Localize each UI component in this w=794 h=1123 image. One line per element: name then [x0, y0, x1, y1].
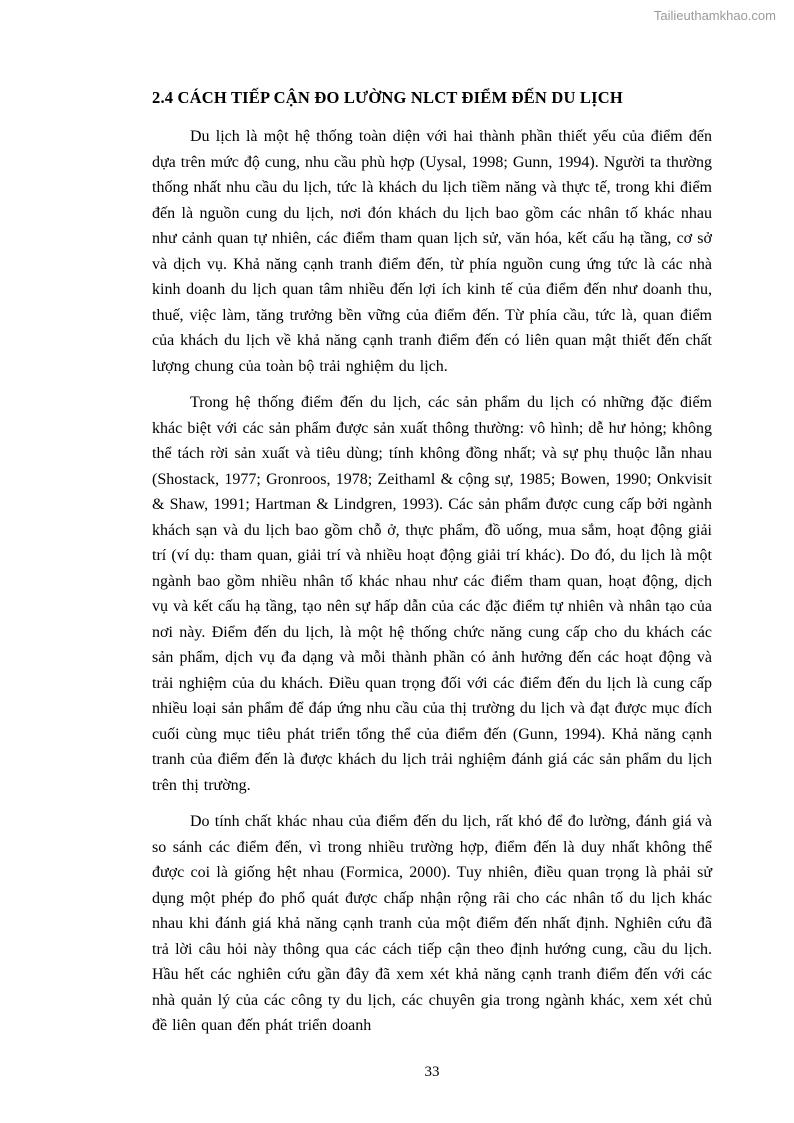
section-heading: 2.4 CÁCH TIẾP CẬN ĐO LƯỜNG NLCT ĐIỂM ĐẾN DU LỊCH [152, 88, 623, 107]
paragraph-1: Du lịch là một hệ thống toàn diện với hai thành phần thiết yếu của điểm đến dựa trên mức độ cung, nhu cầu phù hợp (Uysal, 1998; Gunn, 1994). Người ta thường thống nhất nhu cầu du lịch, tức là khách du lịch tiềm năng và thực tế, trong khi điểm đến là nguồn cung du lịch, nơi đón khách du lịch bao gồm các nhân tố khác nhau như cảnh quan tự nhiên, các điểm tham quan lịch sử, văn hóa, kết cấu hạ tầng, cơ sở và dịch vụ. Khả năng cạnh tranh điểm đến, từ phía nguồn cung ứng tức là các nhà kinh doanh du lịch quan tâm nhiều đến lợi ích kinh tế của điểm đến như doanh thu, thuế, việc làm, tăng trưởng bền vững của điểm đến. Từ phía cầu, tức là, quan điểm của khách du lịch về khả năng cạnh tranh điểm đến có liên quan mật thiết đến chất lượng chung của toàn bộ trải nghiệm du lịch. [152, 128, 712, 375]
page-content [152, 88, 712, 1050]
paragraph-2: Trong hệ thống điểm đến du lịch, các sản phẩm du lịch có những đặc điểm khác biệt với các sản phẩm được sản xuất thông thường: vô hình; dễ hư hỏng; không thể tách rời sản xuất và tiêu dùng; tính không đồng nhất; và sự phụ thuộc lẫn nhau (Shostack, 1977; Gronroos, 1978; Zeithaml & cộng sự, 1985; Bowen, 1990; Onkvisit & Shaw, 1991; Hartman & Lindgren, 1993). Các sản phẩm được cung cấp bởi ngành khách sạn và du lịch bao gồm chỗ ở, thực phẩm, đồ uống, mua sắm, hoạt động giải trí (ví dụ: tham quan, giải trí và nhiều hoạt động giải trí khác). Do đó, du lịch là một ngành bao gồm nhiều nhân tố khác nhau như các điểm tham quan, hoạt động, dịch vụ và kết cấu hạ tầng, tạo nên sự hấp dẫn của các đặc điểm tự nhiên và nhân tạo của nơi này. Điểm đến du lịch, là một hệ thống chức năng cung cấp cho du khách các sản phẩm, dịch vụ đa dạng và mỗi thành phần có ảnh hưởng đến các hoạt động và trải nghiệm của du khách. Điều quan trọng đối với các điểm đến du lịch là cung cấp nhiều loại sản phẩm để đáp ứng nhu cầu của thị trường du lịch và đạt được mục đích cuối cùng mục tiêu phát triển tổng thể của điểm đến (Gunn, 1994). Khả năng cạnh tranh của điểm đến là được khách du lịch trải nghiệm đánh giá các sản phẩm du lịch trên thị trường. [152, 394, 712, 794]
paragraph-3: Do tính chất khác nhau của điểm đến du lịch, rất khó để đo lường, đánh giá và so sánh các điểm đến, vì trong nhiều trường hợp, điểm đến là duy nhất không thể được coi là giống hệt nhau (Formica, 2000). Tuy nhiên, điều quan trọng là phải sử dụng một phép đo phổ quát được chấp nhận rộng rãi cho các nhân tố du lịch khác nhau khi đánh giá khả năng cạnh tranh của một điểm đến nhất định. Nghiên cứu đã trả lời câu hỏi này thông qua các cách tiếp cận theo định hướng cung, cầu du lịch. Hầu hết các nghiên cứu gần đây đã xem xét khả năng cạnh tranh điểm đến với các nhà quản lý của các công ty du lịch, các chuyên gia trong ngành khác, xem xét chủ đề liên quan đến phát triển doanh [152, 813, 712, 1034]
watermark-text: Tailieuthamkhao.com [653, 8, 776, 23]
page-number: 33 [424, 1064, 440, 1080]
